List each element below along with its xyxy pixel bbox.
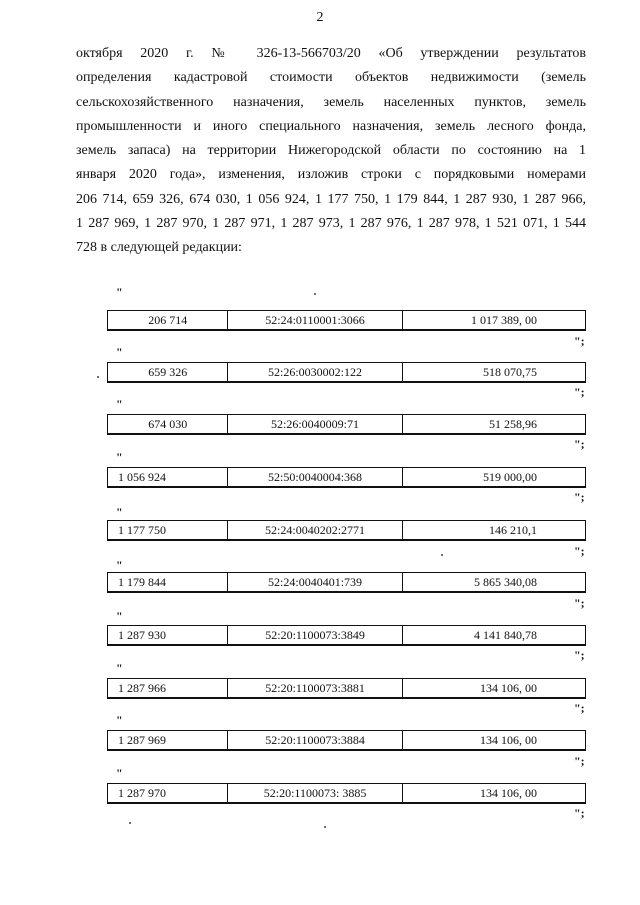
table-row bbox=[107, 310, 586, 331]
cadastral-value: 134 106, 00 bbox=[480, 680, 537, 695]
table-row bbox=[107, 678, 586, 699]
close-quote: "; bbox=[574, 544, 585, 558]
close-quote: "; bbox=[574, 596, 585, 610]
open-quote: " bbox=[116, 713, 123, 727]
cadastral-number: 52:20:1100073:3849 bbox=[228, 626, 402, 644]
scan-speck bbox=[324, 826, 326, 828]
intro-line: 206 714, 659 326, 674 030, 1 056 924, 1 177 750, 1 179 844, 1 287 930, 1 287 966, bbox=[76, 191, 586, 207]
row-number: 1 179 844 bbox=[108, 573, 228, 591]
row-number: 1 287 969 bbox=[108, 731, 228, 749]
intro-paragraph bbox=[76, 42, 586, 261]
cadastral-number: 52:50:0040004:368 bbox=[228, 468, 402, 486]
intro-line: земель запаса) на территории Нижегородской области по состоянию на 1 bbox=[76, 143, 586, 159]
cadastral-value: 518 070,75 bbox=[483, 364, 537, 379]
open-quote: " bbox=[116, 345, 123, 359]
open-quote: " bbox=[116, 505, 123, 519]
table-row bbox=[107, 730, 586, 751]
intro-line: октября 2020 г. № 326-13-566703/20 «Об утверждении результатов bbox=[76, 46, 586, 61]
close-quote: "; bbox=[574, 754, 585, 768]
table-row bbox=[107, 467, 586, 488]
cadastral-value: 519 000,00 bbox=[483, 469, 537, 484]
scan-speck bbox=[129, 822, 131, 824]
cadastral-value: 4 141 840,78 bbox=[474, 627, 537, 642]
row-number: 674 030 bbox=[108, 415, 228, 433]
cadastral-value: 51 258,96 bbox=[489, 416, 537, 431]
cadastral-number: 52:26:0040009:71 bbox=[228, 415, 402, 433]
intro-line: января 2020 года», изменения, изложив строки с порядковыми номерами bbox=[76, 167, 586, 183]
cadastral-number: 52:20:1100073:3884 bbox=[228, 731, 402, 749]
cadastral-number: 52:26:0030002:122 bbox=[228, 363, 402, 381]
cadastral-number: 52:20:1100073: 3885 bbox=[228, 784, 402, 802]
close-quote: "; bbox=[574, 701, 585, 715]
cadastral-value: 134 106, 00 bbox=[480, 732, 537, 747]
open-quote: " bbox=[116, 450, 123, 464]
close-quote: "; bbox=[574, 490, 585, 504]
scan-speck bbox=[441, 554, 443, 556]
table-row bbox=[107, 625, 586, 646]
close-quote: "; bbox=[574, 385, 585, 399]
cadastral-number: 52:20:1100073:3881 bbox=[228, 679, 402, 697]
row-number: 1 287 966 bbox=[108, 679, 228, 697]
scan-speck bbox=[314, 293, 316, 295]
table-row bbox=[107, 572, 586, 593]
row-number: 1 056 924 bbox=[108, 468, 228, 486]
open-quote: " bbox=[116, 397, 123, 411]
close-quote: "; bbox=[574, 437, 585, 451]
open-quote: " bbox=[116, 766, 123, 780]
table-row bbox=[107, 520, 586, 541]
open-quote: " bbox=[116, 285, 123, 299]
intro-line: 728 в следующей редакции: bbox=[76, 240, 242, 256]
close-quote: "; bbox=[574, 648, 585, 662]
cadastral-number: 52:24:0040401:739 bbox=[228, 573, 402, 591]
intro-line: сельскохозяйственного назначения, земель населенных пунктов, земель bbox=[76, 94, 586, 110]
table-row bbox=[107, 414, 586, 435]
row-number: 659 326 bbox=[108, 363, 228, 381]
open-quote: " bbox=[116, 661, 123, 675]
row-number: 1 287 970 bbox=[108, 784, 228, 802]
page-number: 2 bbox=[316, 10, 324, 25]
cadastral-number: 52:24:0040202:2771 bbox=[228, 521, 402, 539]
intro-line: определения кадастровой стоимости объектов недвижимости (земель bbox=[76, 70, 586, 86]
cadastral-value: 134 106, 00 bbox=[480, 785, 537, 800]
open-quote: " bbox=[116, 558, 123, 572]
cadastral-value: 5 865 340,08 bbox=[474, 574, 537, 589]
row-number: 1 177 750 bbox=[108, 521, 228, 539]
row-number: 206 714 bbox=[108, 311, 228, 329]
close-quote: "; bbox=[574, 334, 585, 348]
row-number: 1 287 930 bbox=[108, 626, 228, 644]
cadastral-number: 52:24:0110001:3066 bbox=[228, 311, 402, 329]
intro-line: 1 287 969, 1 287 970, 1 287 971, 1 287 973, 1 287 976, 1 287 978, 1 521 071, 1 544 bbox=[76, 216, 586, 232]
table-row bbox=[107, 783, 586, 804]
cadastral-value: 146 210,1 bbox=[489, 522, 537, 537]
close-quote: "; bbox=[574, 806, 585, 820]
table-row bbox=[107, 362, 586, 383]
cadastral-value: 1 017 389, 00 bbox=[471, 312, 537, 327]
intro-line: промышленности и иного специального назначения, земель лесного фонда, bbox=[76, 118, 586, 134]
open-quote: " bbox=[116, 609, 123, 623]
scan-speck bbox=[97, 376, 99, 378]
